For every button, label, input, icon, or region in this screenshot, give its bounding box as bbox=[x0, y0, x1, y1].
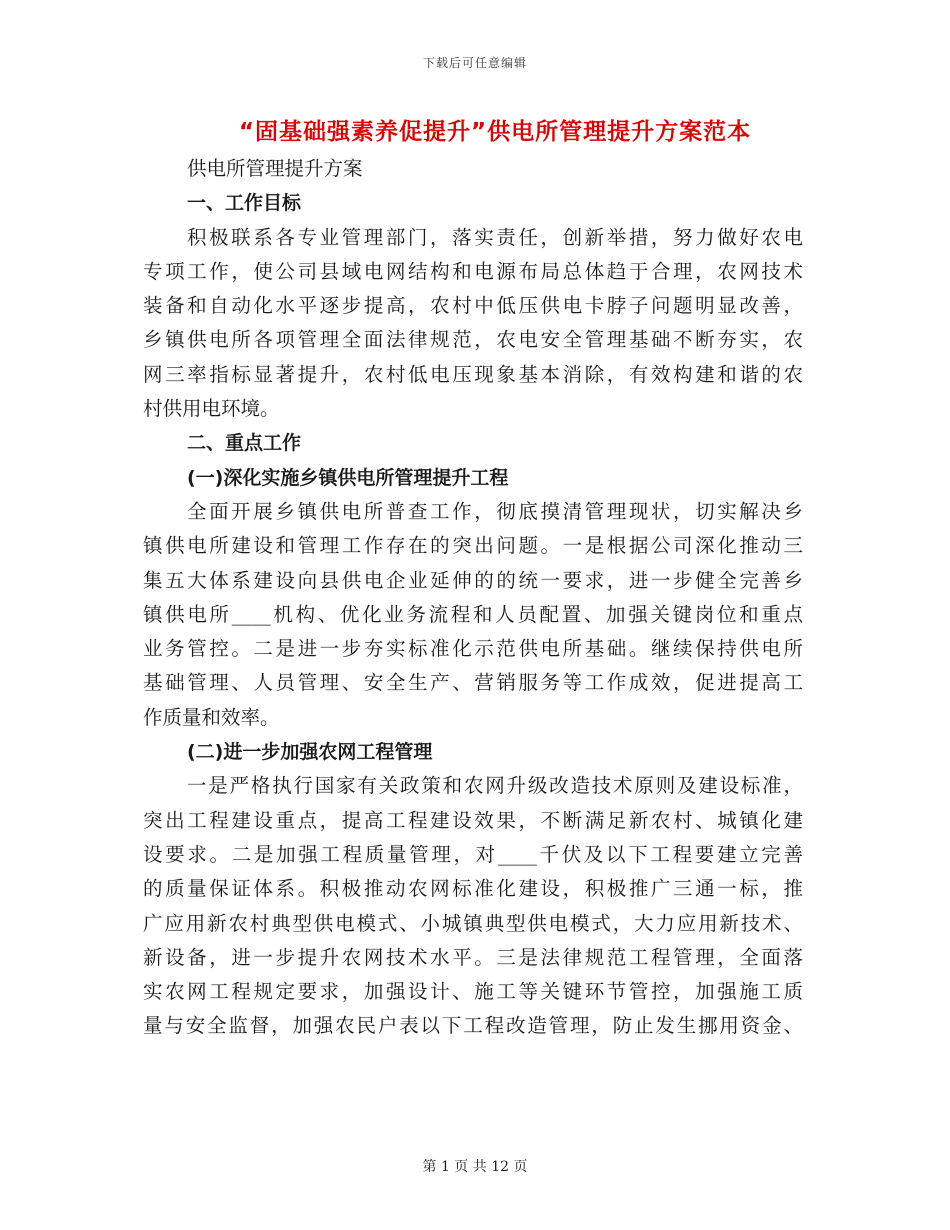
paragraph-line: 专项工作，使公司县域电网结构和电源布局总体趋于合理，农网技术 bbox=[143, 259, 803, 283]
section-heading-key-work: 二、重点工作 bbox=[187, 432, 302, 455]
section-heading-work-goals: 一、工作目标 bbox=[187, 192, 302, 215]
paragraph-line: 作质量和效率。 bbox=[143, 705, 280, 729]
paragraph-line: 装备和自动化水平逐步提高，农村中低压供电卡脖子问题明显改善， bbox=[143, 294, 803, 318]
document-subtitle: 供电所管理提升方案 bbox=[187, 157, 363, 180]
paragraph-line: 业务管控。二是进一步夯实标准化示范供电所基础。继续保持供电所 bbox=[143, 637, 803, 661]
paragraph-line: 基础管理、人员管理、安全生产、营销服务等工作成效，促进提高工 bbox=[143, 671, 803, 695]
paragraph-line: 突出工程建设重点，提高工程建设效果，不断满足新农村、城镇化建 bbox=[143, 808, 803, 832]
paragraph-line: 积极联系各专业管理部门，落实责任，创新举措，努力做好农电 bbox=[187, 225, 803, 249]
paragraph-line: 实农网工程规定要求，加强设计、施工等关键环节管控，加强施工质 bbox=[143, 980, 803, 1004]
header-note: 下载后可任意编辑 bbox=[422, 56, 527, 70]
paragraph-line: 网三率指标显著提升，农村低电压现象基本消除，有效构建和谐的农 bbox=[143, 362, 803, 386]
paragraph-line: 镇供电所建设和管理工作存在的突出问题。一是根据公司深化推动三 bbox=[143, 534, 803, 558]
paragraph-line: 乡镇供电所各项管理全面法律规范，农电安全管理基础不断夯实，农 bbox=[143, 328, 803, 352]
document-body bbox=[143, 152, 803, 1044]
paragraph-line: 集五大体系建设向县供电企业延伸的的统一要求，进一步健全完善乡 bbox=[143, 568, 803, 592]
paragraph-line: 镇供电所____机构、优化业务流程和人员配置、加强关键岗位和重点 bbox=[143, 602, 803, 626]
paragraph-line: 的质量保证体系。积极推动农网标准化建设，积极推广三通一标，推 bbox=[143, 877, 803, 901]
page-number-footer: 第 1 页 共 12 页 bbox=[422, 1159, 528, 1175]
paragraph-line: 村供用电环境。 bbox=[143, 397, 280, 421]
paragraph-line: 量与安全监督，加强农民户表以下工程改造管理，防止发生挪用资金、 bbox=[143, 1014, 803, 1038]
paragraph-line: 一是严格执行国家有关政策和农网升级改造技术原则及建设标准， bbox=[187, 774, 803, 798]
paragraph-line: 广应用新农村典型供电模式、小城镇典型供电模式，大力应用新技术、 bbox=[143, 911, 803, 935]
subsection-heading-2: (二)进一步加强农网工程管理 bbox=[187, 741, 433, 764]
paragraph-line: 全面开展乡镇供电所普查工作，彻底摸清管理现状，切实解决乡 bbox=[187, 499, 803, 523]
subsection-heading-1: (一)深化实施乡镇供电所管理提升工程 bbox=[187, 466, 509, 489]
paragraph-line: 新设备，进一步提升农网技术水平。三是法律规范工程管理，全面落 bbox=[143, 945, 803, 969]
document-title: “固基础强素养促提升”供电所管理提升方案范本 bbox=[238, 119, 752, 145]
paragraph-line: 设要求。二是加强工程质量管理，对____千伏及以下工程要建立完善 bbox=[143, 842, 803, 866]
